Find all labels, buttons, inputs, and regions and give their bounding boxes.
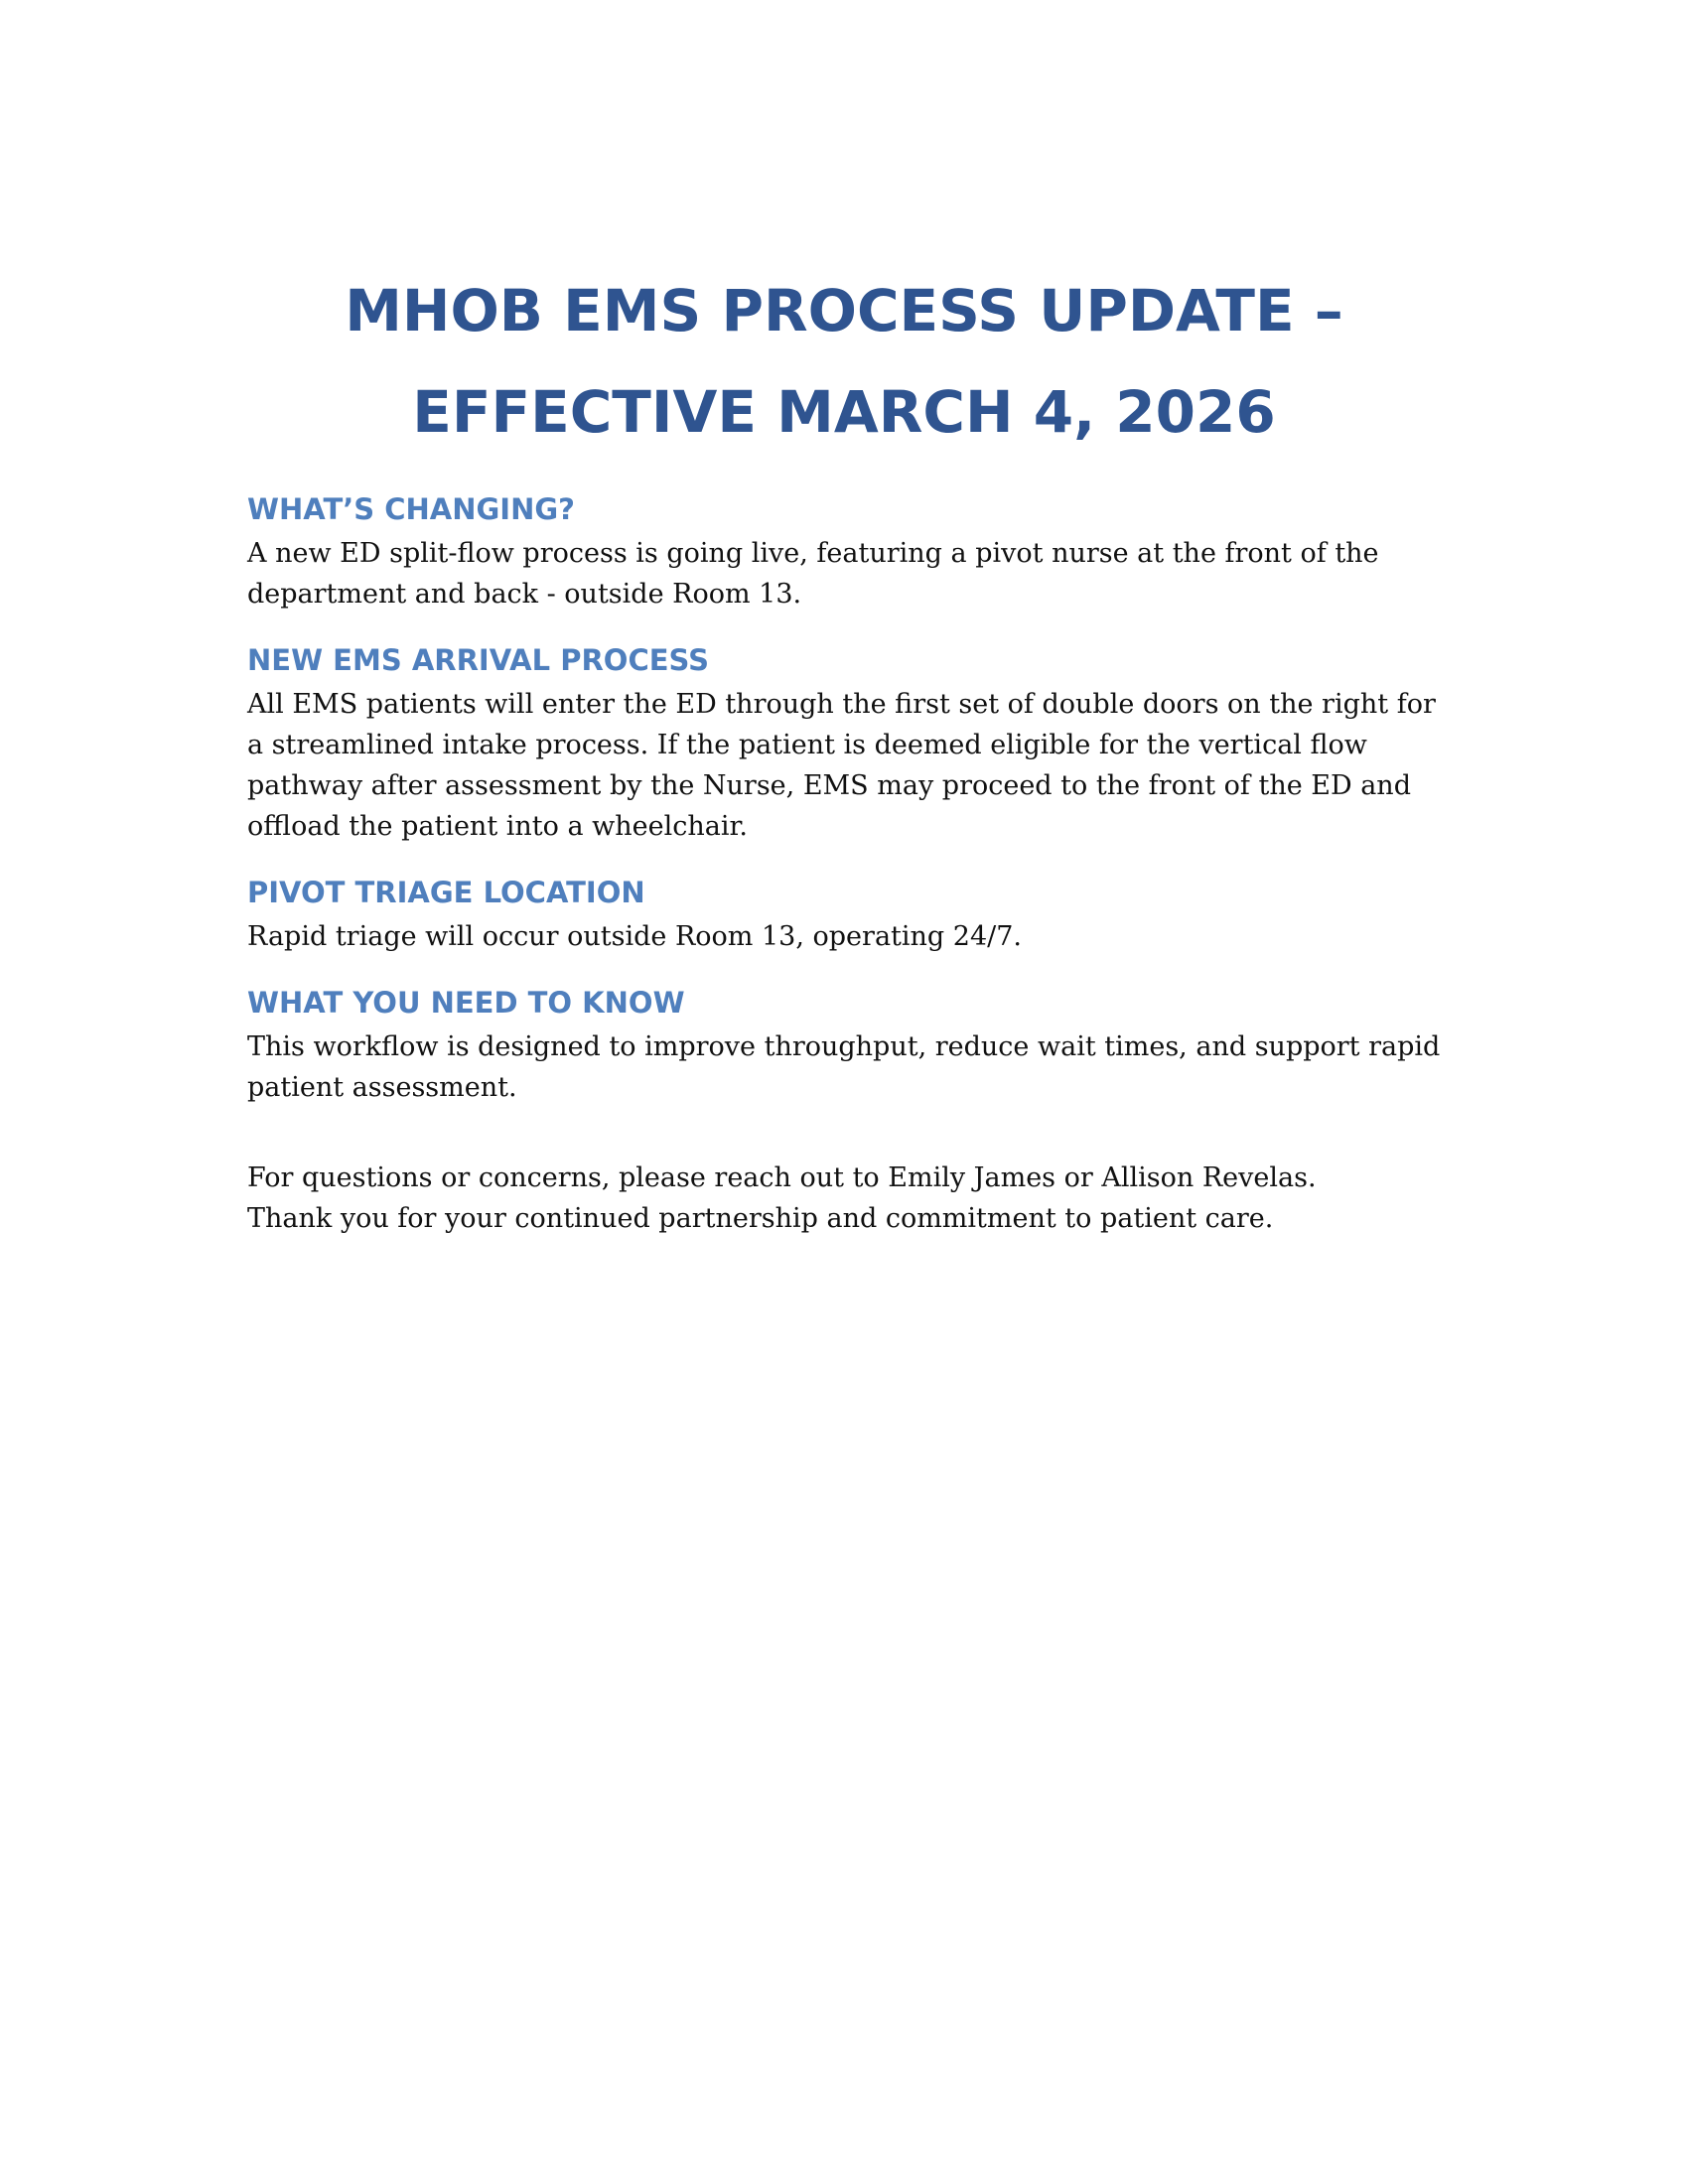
section-heading: NEW EMS ARRIVAL PROCESS	[247, 643, 710, 677]
section-new-ems-arrival-process	[247, 640, 1459, 847]
document-body	[247, 489, 1459, 1239]
section-what-you-need-to-know	[247, 983, 1459, 1108]
closing-line-2: Thank you for your continued partnership and commitment to patient care.	[247, 1203, 1274, 1234]
section-paragraph: This workflow is designed to improve throughput, reduce wait times, and support rapid patient assessment.	[247, 1031, 1441, 1103]
section-heading: PIVOT TRIAGE LOCATION	[247, 876, 645, 909]
document-title	[0, 260, 1688, 463]
section-paragraph: A new ED split-flow process is going live, featuring a pivot nurse at the front of the department and back - outside Room 13.	[247, 538, 1379, 610]
closing-line-1: For questions or concerns, please reach out to Emily James or Allison Revelas.	[247, 1162, 1317, 1193]
section-heading: WHAT YOU NEED TO KNOW	[247, 986, 685, 1020]
section-pivot-triage-location	[247, 873, 1459, 957]
closing-note	[247, 1158, 1459, 1239]
section-heading: WHAT’S CHANGING?	[247, 492, 575, 526]
title-line-2: EFFECTIVE MARCH 4, 2026	[412, 378, 1276, 446]
section-whats-changing	[247, 489, 1459, 614]
section-paragraph: Rapid triage will occur outside Room 13, operating 24/7.	[247, 921, 1022, 952]
title-line-1: MHOB EMS PROCESS UPDATE –	[345, 277, 1343, 344]
section-paragraph: All EMS patients will enter the ED through the first set of double doors on the right for a streamlined intake process. If the patient is deemed eligible for the vertical flow pathway after assessment by the Nurse, EMS may proceed to the front of the ED and offload the patient into a wheelchair.	[247, 689, 1436, 842]
